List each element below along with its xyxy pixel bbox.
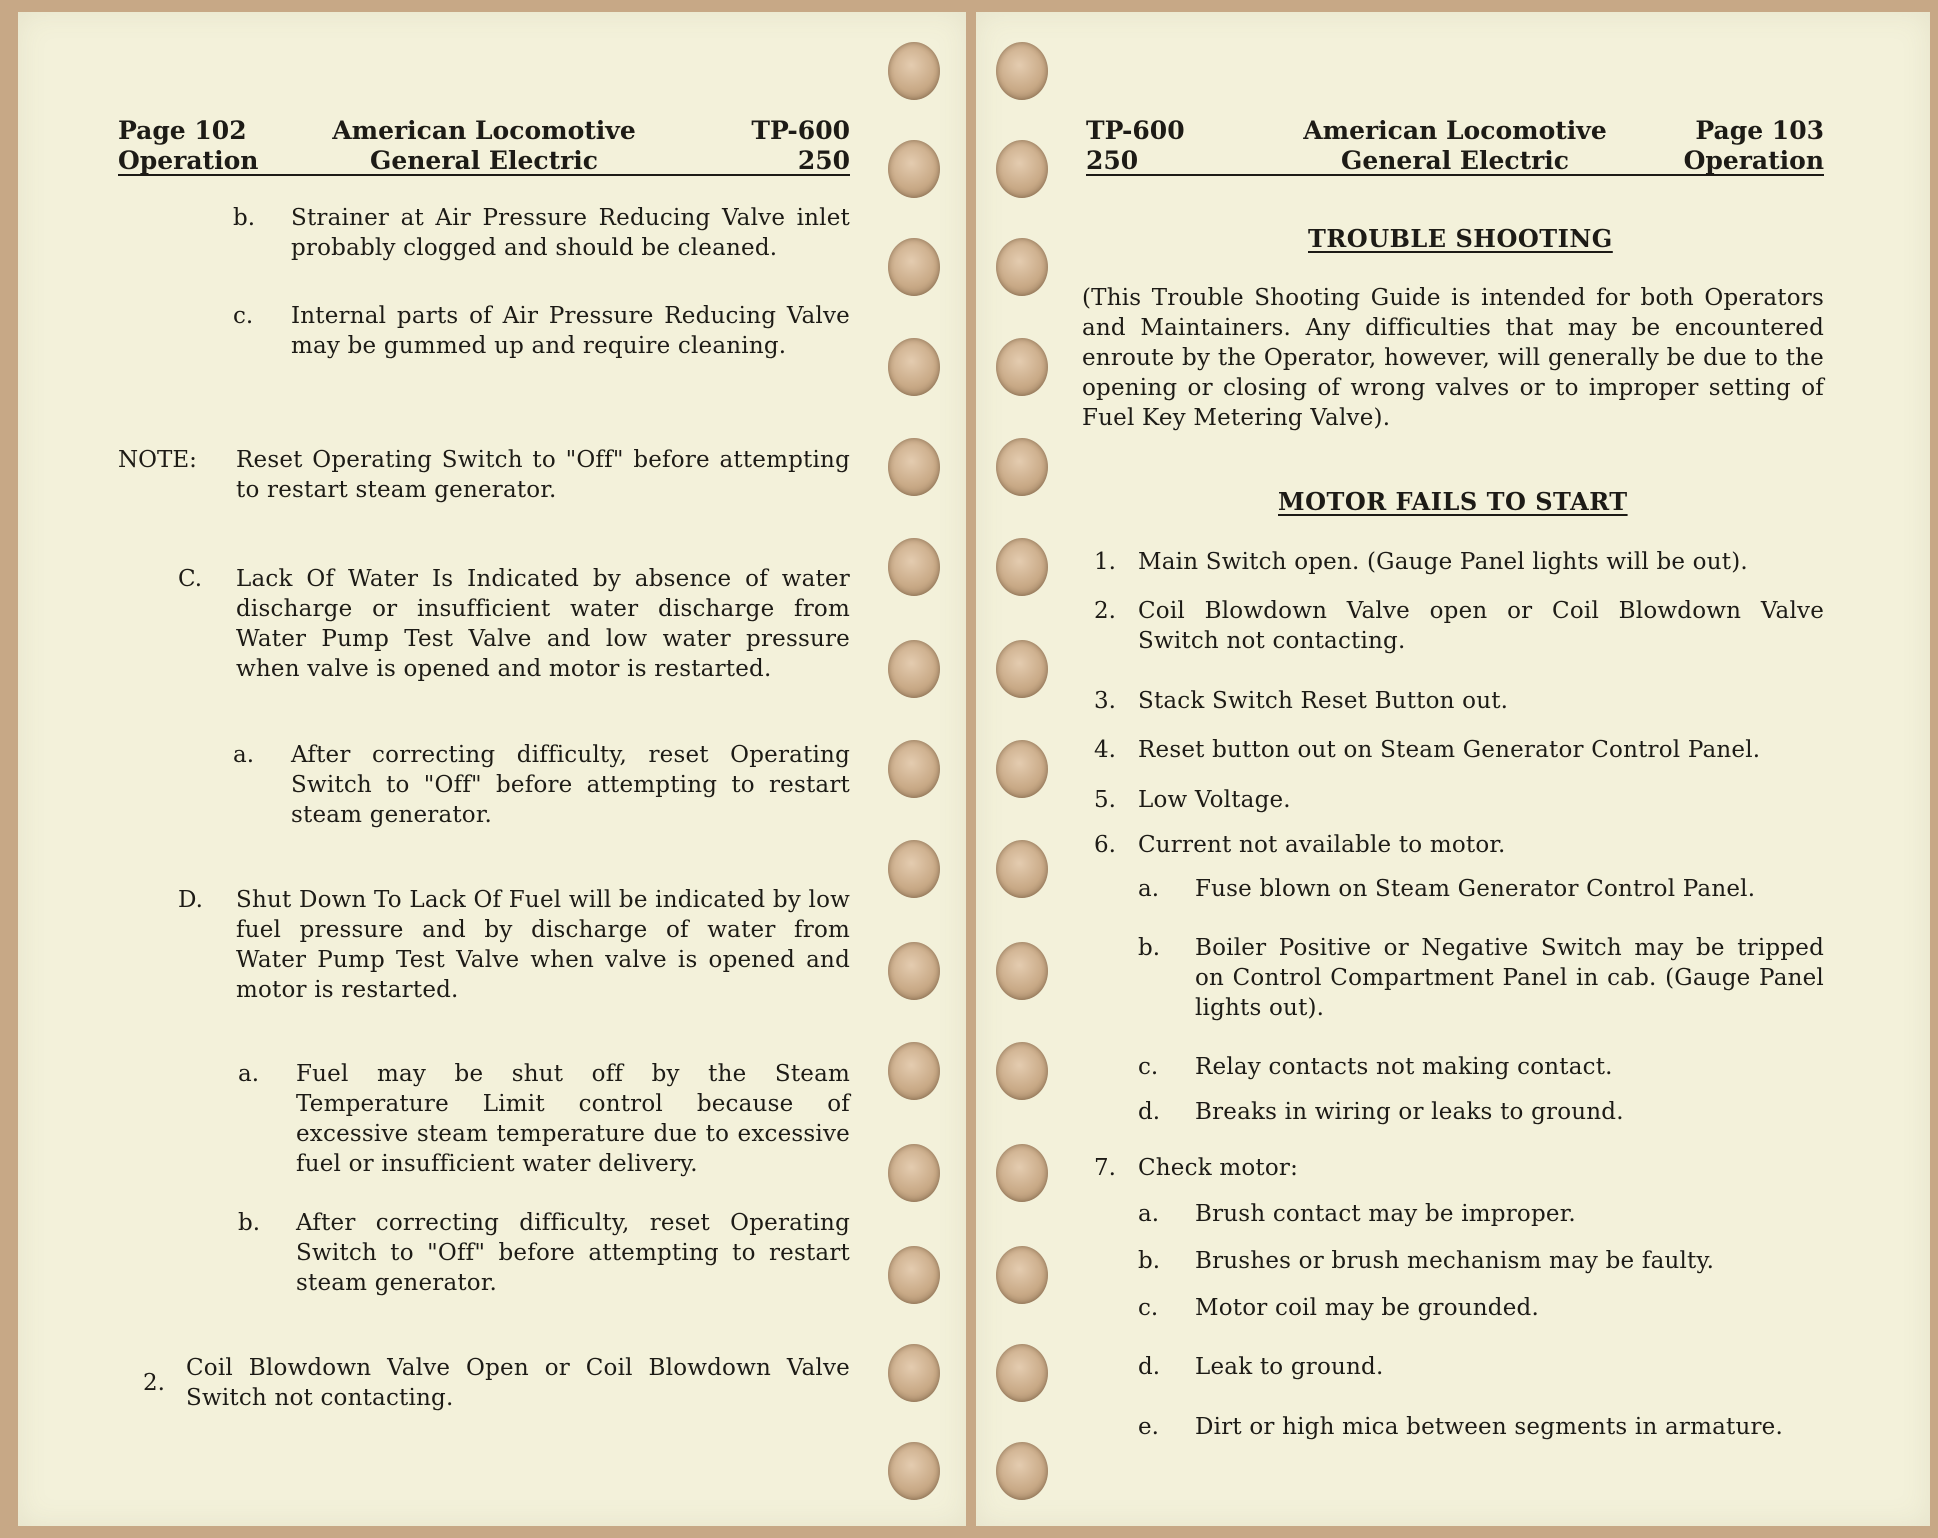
item-text: Boiler Positive or Negative Switch may be tripped on Control Compartment Panel in cab. (Gauge Panel lights out). — [1195, 935, 1824, 1021]
doc-sub: 250 — [797, 146, 850, 175]
binding-hole — [888, 1246, 940, 1304]
item-text: Brushes or brush mechanism may be faulty. — [1195, 1248, 1715, 1274]
binding-hole — [888, 140, 940, 198]
item-text: Dirt or high mica between segments in armature. — [1195, 1414, 1784, 1440]
note-label: NOTE: — [118, 447, 197, 473]
item-text: Fuel may be shut off by the Steam Temperature Limit control because of excessive steam temperature due to excessive fuel or insufficient water delivery. — [296, 1061, 850, 1177]
intro-paragraph: (This Trouble Shooting Guide is intended for both Operators and Maintainers. Any difficulties that may be encountered enroute by the Operator, however, will generally be due to the opening or closing of wrong valves or to improper setting of Fuel Key Metering Valve). — [1082, 285, 1824, 431]
binding-hole — [996, 42, 1048, 100]
header-center — [118, 116, 850, 176]
item-marker: 2. — [143, 1370, 165, 1396]
right-page — [976, 12, 1930, 1526]
item-text: Breaks in wiring or leaks to ground. — [1195, 1099, 1624, 1125]
item-marker: d. — [1138, 1354, 1161, 1380]
binding-hole — [996, 640, 1048, 698]
binding-hole — [996, 1442, 1048, 1500]
binding-hole — [996, 538, 1048, 596]
item-marker: D. — [178, 887, 203, 913]
company-line1: American Locomotive — [1303, 116, 1607, 145]
item-marker: 2. — [1094, 598, 1116, 624]
binding-hole — [996, 1246, 1048, 1304]
binding-hole — [996, 1042, 1048, 1100]
item-text: Coil Blowdown Valve open or Coil Blowdown Valve Switch not contacting. — [1138, 598, 1824, 654]
item-marker: 4. — [1094, 737, 1116, 763]
item-text: Leak to ground. — [1195, 1354, 1384, 1380]
binding-hole — [996, 1144, 1048, 1202]
subsection-title: MOTOR FAILS TO START — [1278, 487, 1628, 516]
item-marker: a. — [238, 1061, 260, 1087]
doc-code: TP-600 — [751, 116, 850, 145]
page-header — [118, 106, 850, 176]
binding-hole — [888, 740, 940, 798]
item-text: Stack Switch Reset Button out. — [1138, 688, 1509, 714]
binding-hole — [888, 1344, 940, 1402]
doc-code: TP-600 — [1086, 116, 1185, 145]
item-text: Brush contact may be improper. — [1195, 1201, 1576, 1227]
item-marker: c. — [1138, 1054, 1159, 1080]
binding-hole — [996, 740, 1048, 798]
item-text: Relay contacts not making contact. — [1195, 1054, 1613, 1080]
item-marker: 3. — [1094, 688, 1116, 714]
item-text: Strainer at Air Pressure Reducing Valve inlet probably clogged and should be cleaned. — [291, 205, 850, 261]
item-marker: e. — [1138, 1414, 1159, 1440]
item-marker: 1. — [1094, 549, 1116, 575]
binding-hole — [888, 640, 940, 698]
binding-hole — [888, 840, 940, 898]
item-marker: c. — [233, 303, 254, 329]
binding-hole — [888, 538, 940, 596]
binding-hole — [888, 338, 940, 396]
item-text: Motor coil may be grounded. — [1195, 1295, 1539, 1321]
item-marker: a. — [1138, 876, 1160, 902]
item-marker: 7. — [1094, 1155, 1116, 1181]
item-text: After correcting difficulty, reset Operating Switch to "Off" before attempting to restart steam generator. — [296, 1210, 850, 1296]
page-header — [1086, 106, 1824, 176]
section-name: Operation — [118, 146, 259, 175]
note-text: Reset Operating Switch to "Off" before attempting to restart steam generator. — [236, 447, 850, 503]
binding-hole — [888, 238, 940, 296]
header-rule — [118, 174, 850, 176]
header-right — [751, 116, 850, 176]
item-text: Low Voltage. — [1138, 787, 1291, 813]
item-marker: b. — [238, 1210, 261, 1236]
item-text: Fuse blown on Steam Generator Control Panel. — [1195, 876, 1756, 902]
company-line2: General Electric — [369, 146, 599, 175]
binding-hole — [996, 942, 1048, 1000]
item-marker: 5. — [1094, 787, 1116, 813]
item-marker: C. — [178, 566, 203, 592]
item-text: Coil Blowdown Valve Open or Coil Blowdown Valve Switch not contacting. — [186, 1355, 850, 1411]
item-marker: b. — [1138, 935, 1161, 961]
item-marker: a. — [233, 742, 255, 768]
company-line2: General Electric — [1340, 146, 1570, 175]
item-text: Current not available to motor. — [1138, 832, 1506, 858]
item-marker: 6. — [1094, 832, 1116, 858]
binding-hole — [996, 840, 1048, 898]
company-line1: American Locomotive — [332, 116, 636, 145]
binding-hole — [888, 1442, 940, 1500]
binding-hole — [888, 42, 940, 100]
binding-hole — [888, 438, 940, 496]
item-text: After correcting difficulty, reset Operating Switch to "Off" before attempting to restart steam generator. — [291, 742, 850, 828]
section-title: TROUBLE SHOOTING — [1308, 224, 1613, 253]
binding-hole — [996, 338, 1048, 396]
item-text: Shut Down To Lack Of Fuel will be indicated by low fuel pressure and by discharge of water from Water Pump Test Valve when valve is opened and motor is restarted. — [236, 887, 850, 1003]
item-marker: b. — [1138, 1248, 1161, 1274]
item-text: Check motor: — [1138, 1155, 1299, 1181]
doc-sub: 250 — [1086, 146, 1139, 175]
item-text: Main Switch open. (Gauge Panel lights will be out). — [1138, 549, 1748, 575]
item-marker: b. — [233, 205, 256, 231]
binding-hole — [996, 140, 1048, 198]
page-number: Page 102 — [118, 116, 247, 145]
binding-hole — [996, 238, 1048, 296]
item-text: Internal parts of Air Pressure Reducing Valve may be gummed up and require cleaning. — [291, 303, 850, 359]
header-right — [1684, 116, 1824, 176]
binding-hole — [888, 1144, 940, 1202]
binding-hole — [888, 942, 940, 1000]
item-marker: a. — [1138, 1201, 1160, 1227]
binding-hole — [888, 1042, 940, 1100]
item-marker: d. — [1138, 1099, 1161, 1125]
header-rule — [1086, 174, 1824, 176]
binding-hole — [996, 1344, 1048, 1402]
item-marker: c. — [1138, 1295, 1159, 1321]
page-number: Page 103 — [1695, 116, 1824, 145]
item-text: Reset button out on Steam Generator Control Panel. — [1138, 737, 1761, 763]
item-text: Lack Of Water Is Indicated by absence of water discharge or insufficient water discharge from Water Pump Test Valve and low water pressure when valve is opened and motor is restarted. — [236, 566, 850, 682]
section-name: Operation — [1683, 146, 1824, 175]
binding-hole — [996, 438, 1048, 496]
left-page — [18, 12, 966, 1526]
